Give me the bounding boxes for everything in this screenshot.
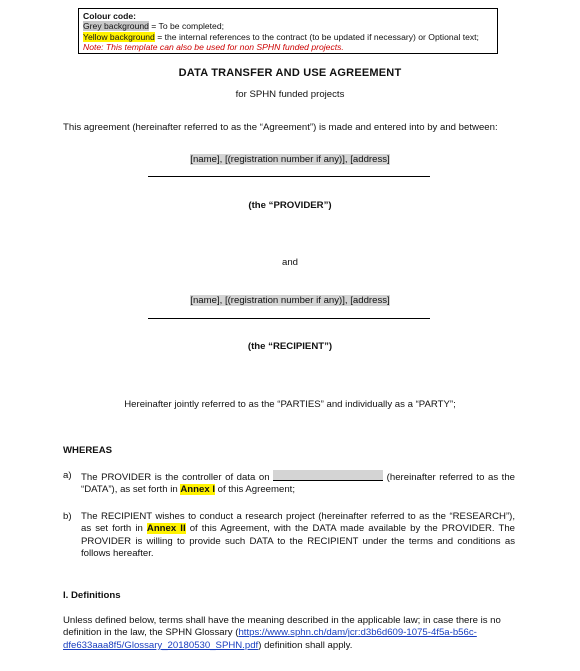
whereas-a-text xyxy=(81,470,515,497)
definitions-heading: I. Definitions xyxy=(63,590,121,601)
recipient-block xyxy=(0,295,580,307)
whereas-a-part3: of this Agreement; xyxy=(215,484,295,496)
whereas-b-marker: b) xyxy=(63,511,72,522)
definitions-text-end: ) definition shall apply. xyxy=(258,639,353,651)
annex-ii-reference: Annex II xyxy=(146,523,186,535)
colour-code-heading: Colour code: xyxy=(83,11,136,21)
whereas-heading: WHEREAS xyxy=(63,445,113,456)
colour-code-yellow-line xyxy=(83,32,493,42)
provider-block xyxy=(0,154,580,166)
jointly-paragraph: Hereinafter jointly referred to as the “PARTIES” and individually as a “PARTY”; xyxy=(124,399,456,410)
provider-signature-line xyxy=(148,176,430,177)
recipient-fields: [name], [(registration number if any)], [address] xyxy=(190,295,390,306)
recipient-label: (the “RECIPIENT”) xyxy=(247,341,333,352)
definitions-paragraph xyxy=(63,615,515,663)
yellow-background-label: Yellow background xyxy=(83,31,155,42)
recipient-signature-line xyxy=(148,318,430,319)
template-note: Note: This template can also be used for non SPHN funded projects. xyxy=(83,42,344,53)
whereas-a-part2: (hereinafter referred to as the “DATA”), as set forth in xyxy=(81,472,516,496)
document-subtitle: for SPHN funded projects xyxy=(235,89,345,100)
provider-fields: [name], [(registration number if any)], [address] xyxy=(190,154,390,165)
provider-label: (the “PROVIDER”) xyxy=(248,200,332,211)
and-text: and xyxy=(281,257,298,268)
sphn-glossary-link[interactable]: https://www.sphn.ch/dam/jcr:d3b6d609-1075-4f5a-b56c-dfe633aaa8f5/Glossary_20180530_SPHN.pdf xyxy=(63,627,477,651)
whereas-b-part1: The RECIPIENT wishes to conduct a research project (hereinafter referred to as the “RESEARCH”), as set forth in xyxy=(81,511,515,535)
document-title: DATA TRANSFER AND USE AGREEMENT xyxy=(178,67,402,79)
whereas-b-part2: of this Agreement, with the DATA made available by the PROVIDER. The PROVIDER is willing to provide such DATA to the RECIPIENT under the terms and conditions as follows hereafter. xyxy=(81,523,515,560)
whereas-a-marker: a) xyxy=(63,470,72,481)
whereas-b-text xyxy=(81,511,515,561)
colour-code-grey-line xyxy=(83,21,493,31)
intro-paragraph: This agreement (hereinafter referred to as the “Agreement”) is made and entered into by and between: xyxy=(63,122,498,133)
colour-code-box xyxy=(78,8,498,54)
grey-background-description: = To be completed; xyxy=(148,21,225,32)
definitions-text-start: Unless defined below, terms shall have the meaning described in the applicable law; in case there is no definition in the law, the SPHN Glossary ( xyxy=(63,615,501,639)
whereas-a-part1: The PROVIDER is the controller of data on xyxy=(81,472,274,483)
yellow-background-description: = the internal references to the contract (to be updated if necessary) or Optional text; xyxy=(154,31,479,42)
annex-i-reference: Annex I xyxy=(180,484,215,496)
data-description-field[interactable] xyxy=(273,470,383,481)
grey-background-label: Grey background xyxy=(83,21,149,32)
